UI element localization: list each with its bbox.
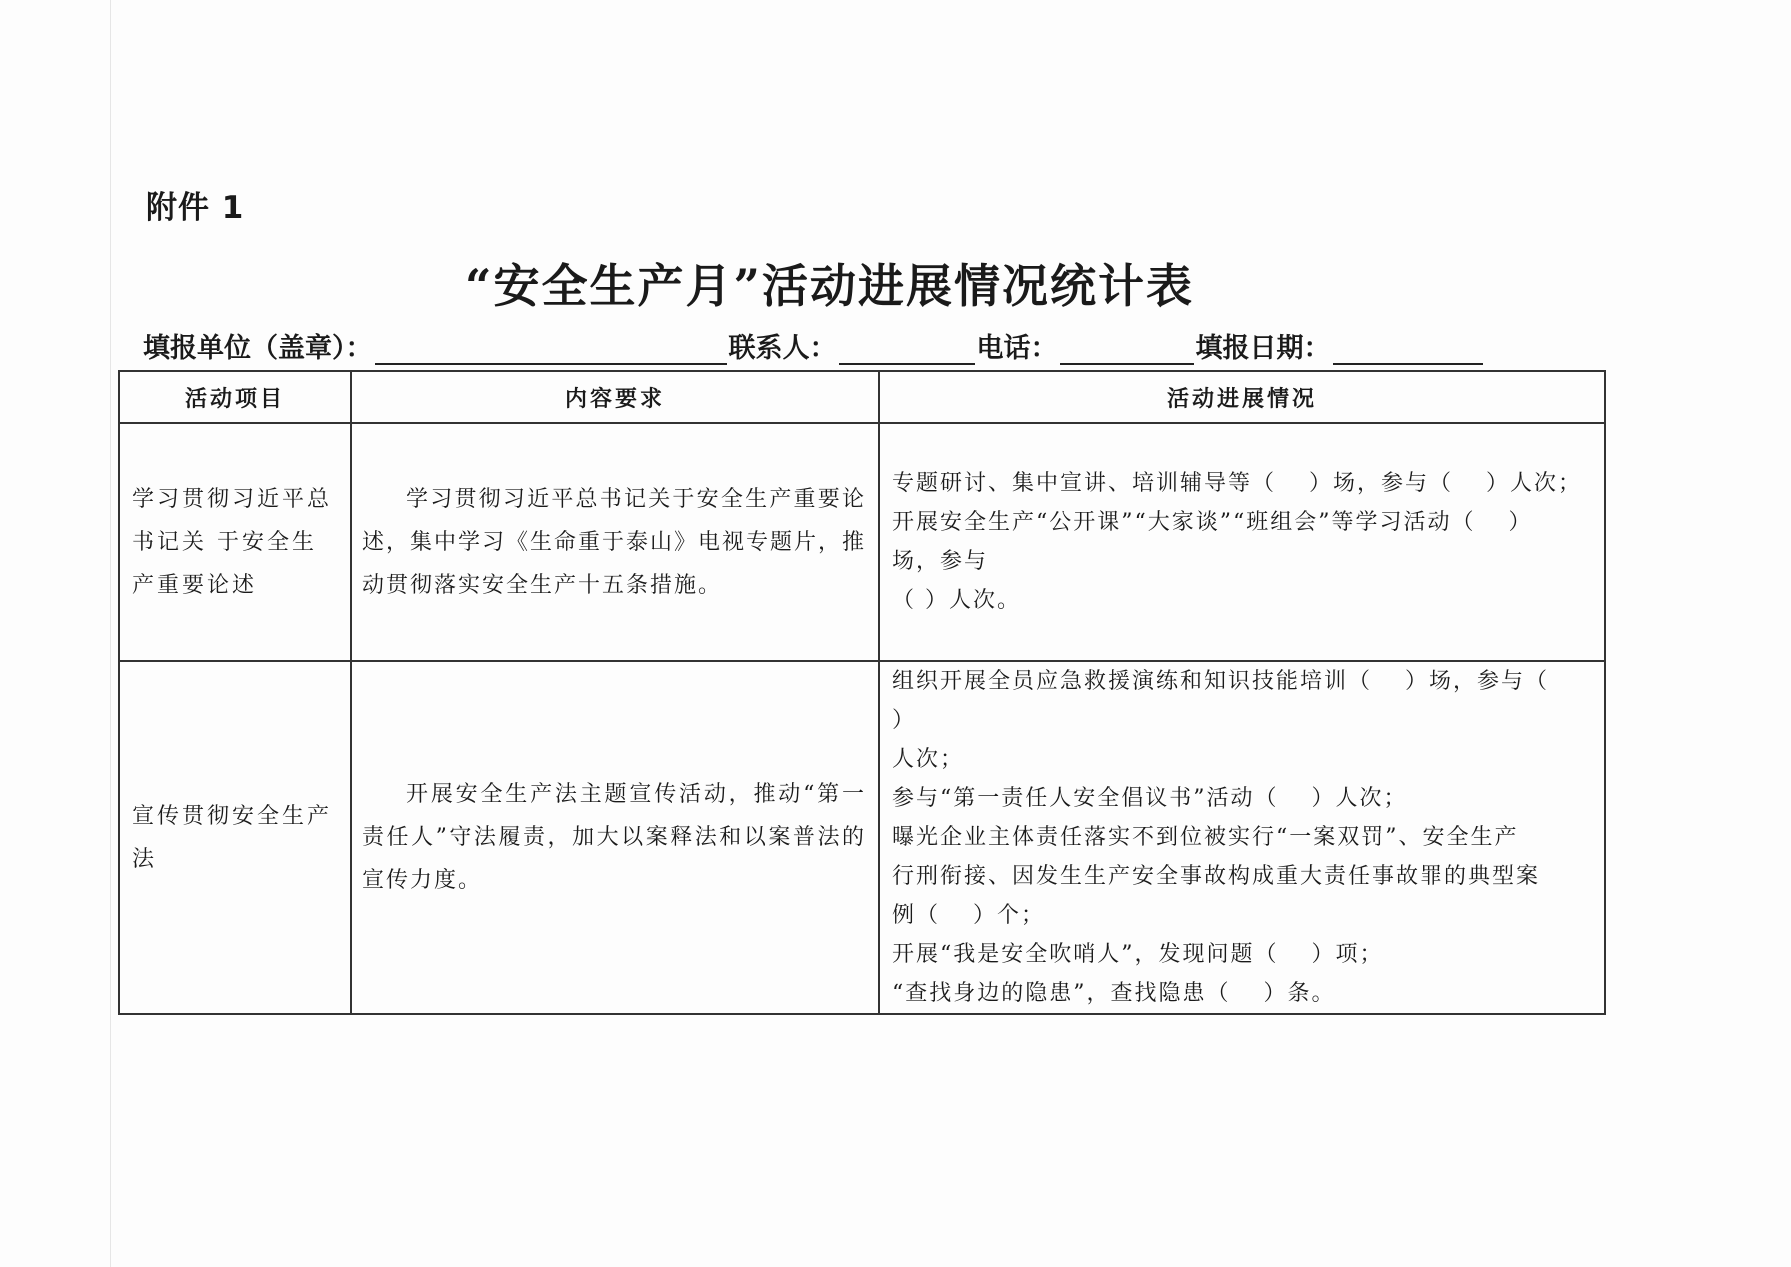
progress-cell[interactable] [879,661,1605,1014]
project-cell: 学习贯彻习近平总书记关 于安全生产重要论述 [119,423,351,661]
requirement-cell: 开展安全生产法主题宣传活动，推动“第一责任人”守法履责，加大以案释法和以案普法的宣传力度。 [351,661,879,1014]
progress-line: 开展安全生产“公开课”“大家谈”“班组会”等学习活动（ ） [892,510,1533,535]
project-cell: 宣传贯彻安全生产法 [119,661,351,1014]
page-edge [110,0,111,1267]
progress-line: 开展“我是安全吹哨人”，发现问题（ ）项； [892,942,1384,967]
page-title: “安全生产月”活动进展情况统计表 [465,259,1194,313]
table-row [119,661,1605,1014]
progress-line: 例（ ）个； [892,903,1045,928]
progress-cell[interactable] [879,423,1605,661]
contact-label: 联系人： [728,333,837,364]
progress-line: 组织开展全员应急救援演练和知识技能培训（ ）场，参与（ ） [892,669,1582,733]
progress-line: 场，参与 [892,549,989,574]
contact-blank[interactable] [839,333,975,365]
progress-line: 人次； [892,747,965,772]
progress-line: 行刑衔接、因发生生产安全事故构成重大责任事故罪的典型案 [892,864,1541,889]
statistics-table [118,370,1606,1015]
table-row [119,423,1605,661]
progress-line: 专题研讨、集中宣讲、培训辅导等（ ）场，参与（ ）人次； [892,471,1582,496]
header-project: 活动项目 [119,371,351,423]
phone-label: 电话： [976,333,1058,364]
progress-line: 曝光企业主体责任落实不到位被实行“一案双罚”、安全生产 [892,825,1519,850]
attachment-label: 附件 1 [146,190,245,226]
requirement-cell: 学习贯彻习近平总书记关于安全生产重要论述，集中学习《生命重于泰山》电视专题片，推动贯彻落实安全生产十五条措施。 [351,423,879,661]
fill-form-line [143,326,1485,365]
date-label: 填报日期： [1195,333,1331,364]
unit-blank[interactable] [375,333,727,365]
date-blank[interactable] [1333,333,1483,365]
header-requirement: 内容要求 [351,371,879,423]
progress-line: “查找身边的隐患”，查找隐患（ ）条。 [892,981,1336,1006]
unit-label: 填报单位（盖章）： [143,333,373,364]
phone-blank[interactable] [1060,333,1194,365]
progress-line: （ ）人次。 [892,588,1021,613]
table-header-row [119,371,1605,423]
progress-line: 参与“第一责任人安全倡议书”活动（ ）人次； [892,786,1408,811]
header-progress: 活动进展情况 [879,371,1605,423]
